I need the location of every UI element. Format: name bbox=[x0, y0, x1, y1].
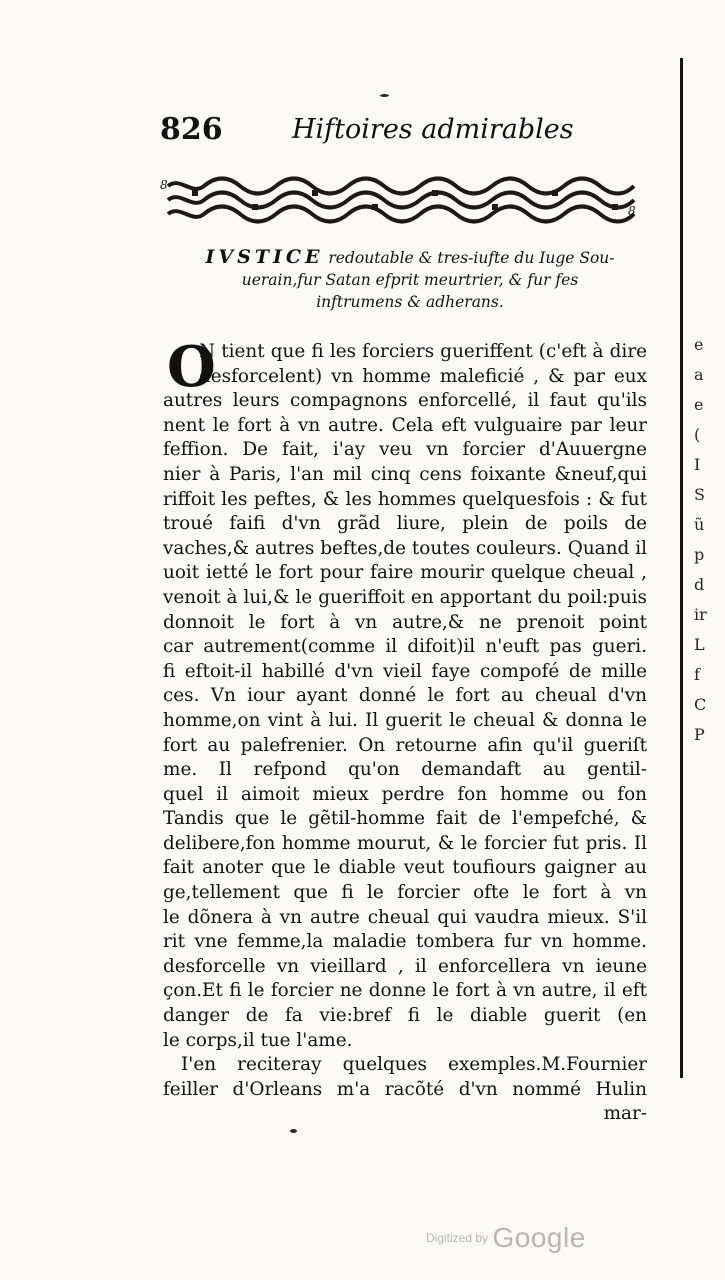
text-line: I'en reciteray quelques exemples.M.Fournier bbox=[181, 1054, 647, 1076]
text-line: Tandis que le gẽtil-homme fait de l'empefché, & bbox=[163, 808, 647, 830]
bleed-letter: d bbox=[694, 575, 705, 594]
bleed-letter: S bbox=[694, 485, 705, 504]
bleed-letter: C bbox=[694, 695, 707, 714]
chapter-title-line: inftrumens & adherans. bbox=[316, 293, 504, 311]
watermark-prefix: Digitized by bbox=[426, 1231, 489, 1245]
bleed-letter: a bbox=[694, 365, 704, 384]
ornament-mark-right: 8 bbox=[628, 204, 636, 218]
text-line: uoit ietté le fort pour faire mourir quelque cheual , bbox=[163, 562, 647, 584]
bleed-letter: I bbox=[694, 455, 701, 474]
bleed-letter: ir bbox=[694, 605, 707, 624]
bleed-letter: p bbox=[694, 545, 705, 564]
chapter-title-line bbox=[170, 246, 650, 269]
text-line: riffoit les peftes, & les hommes quelquesfois : & fut bbox=[163, 488, 647, 510]
text-line: delibere,fon homme mourut, & le forcier fut pris. Il bbox=[163, 832, 647, 854]
ornament-mark-left: 8 bbox=[160, 178, 168, 192]
running-title: Hiftoires admirables bbox=[292, 114, 574, 145]
watermark-brand: Google bbox=[492, 1222, 586, 1253]
adjacent-page-edge bbox=[680, 58, 683, 1078]
chapter-title bbox=[170, 246, 650, 313]
adjacent-page-letters bbox=[694, 330, 724, 750]
text-line: ge,tellement que fi le forcier ofte le fort à vn bbox=[163, 882, 647, 904]
text-line: homme,on vint à lui. Il guerit le cheual & donna le bbox=[163, 709, 647, 731]
text-line: çon.Et fi le forcier ne donne le fort à vn autre, il eft bbox=[163, 980, 647, 1002]
text-line: feiller d'Orleans m'a racõté d'vn nommé Hulin bbox=[163, 1078, 647, 1100]
text-line: fort au palefrenier. On retourne afin qu'il gueriſt bbox=[163, 734, 647, 756]
text-line: car autrement(comme il difoit)il n'euft pas gueri. bbox=[163, 636, 647, 658]
text-line: N tient que fi les forciers gueriffent (c'eft à dire bbox=[199, 341, 647, 362]
bleed-letter: L bbox=[694, 635, 705, 654]
bleed-letter: f bbox=[694, 665, 700, 684]
text-line: desforcelent) vn homme maleficié , & par eux bbox=[199, 365, 647, 387]
bleed-letter: P bbox=[694, 725, 705, 744]
digitized-watermark bbox=[426, 1222, 586, 1254]
text-line: danger de fa vie:bref fi le diable guerit (en bbox=[163, 1005, 647, 1027]
text-line: ces. Vn iour ayant donné le fort au cheual d'vn bbox=[163, 685, 647, 707]
text-line: venoit à lui,& le gueriffoit en apportant du poil:puis bbox=[163, 586, 647, 608]
page-number: 826 bbox=[160, 112, 223, 147]
text-line: fait anoter que le diable veut toufiours gaigner au bbox=[163, 857, 647, 879]
text-line: nier à Paris, l'an mil cinq cens foixante &neuf,qui bbox=[163, 463, 647, 485]
text-line: donnoit le fort à vn autre,& ne prenoit point bbox=[163, 611, 647, 633]
chapter-title-line: uerain,fur Satan efprit meurtrier, & fur fes bbox=[241, 271, 579, 289]
bleed-letter: e bbox=[694, 335, 704, 354]
text-line: desforcelle vn vieillard , il enforcellera vn ieune bbox=[163, 955, 647, 977]
text-line: vaches,& autres beftes,de toutes couleurs. Quand il bbox=[163, 537, 647, 559]
text-line: nent le fort à vn autre. Cela eft vulguaire par leur bbox=[163, 414, 647, 436]
page-header bbox=[160, 112, 680, 156]
bleed-letter: e bbox=[694, 395, 704, 414]
text-line: me. Il refpond qu'on demandaft au gentil- bbox=[163, 759, 647, 781]
text-line: le corps,il tue l'ame. bbox=[163, 1029, 353, 1051]
text-line: fi eftoit-il habillé d'vn vieil faye compofé de mille bbox=[163, 660, 647, 682]
chapter-title-lead: IVSTICE bbox=[205, 246, 324, 268]
text-line: feffion. De fait, i'ay veu vn forcier d'Auuergne bbox=[163, 439, 647, 461]
text-line: troué faifi d'vn grãd liure, plein de poils de bbox=[163, 513, 647, 535]
ornament-band-icon bbox=[162, 174, 640, 226]
bleed-letter: ( bbox=[694, 425, 701, 444]
chapter-title-text: redoutable & tres-iufte du Iuge Sou- bbox=[328, 249, 615, 267]
text-line: le dõnera à vn autre cheual qui vaudra mieux. S'il bbox=[163, 906, 647, 928]
catchword: mar- bbox=[603, 1103, 647, 1125]
ink-speck bbox=[290, 1129, 297, 1133]
decorative-band-ornament bbox=[162, 174, 640, 226]
text-line: rit vne femme,la maladie tombera fur vn homme. bbox=[163, 931, 647, 953]
text-line: autres leurs compagnons enforcellé, il faut qu'ils bbox=[163, 390, 647, 412]
body-text bbox=[163, 334, 647, 1127]
drop-capital: O bbox=[167, 334, 216, 400]
ink-speck bbox=[380, 94, 389, 97]
text-line: quel il aimoit mieux perdre fon homme ou fon bbox=[163, 783, 647, 805]
bleed-letter: ũ bbox=[694, 515, 705, 534]
